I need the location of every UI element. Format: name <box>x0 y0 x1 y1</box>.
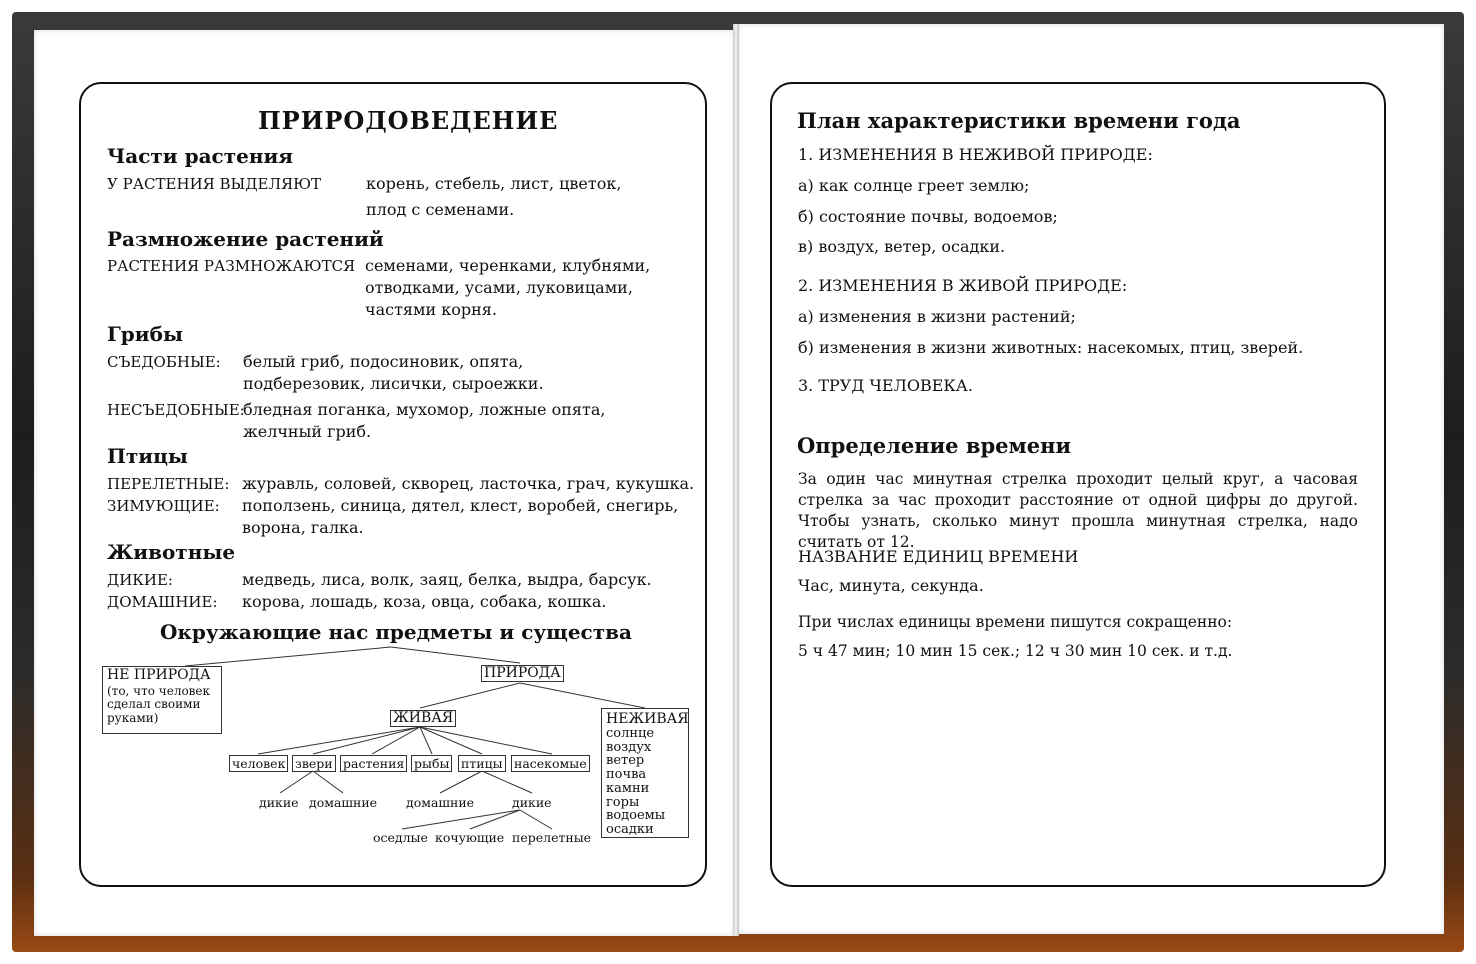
birds-child-leaf: домашние <box>406 795 475 810</box>
nonliving-item: водоемы <box>606 808 666 824</box>
connector-line <box>520 810 552 829</box>
domestic-value: корова, лошадь, коза, овца, собака, кошка. <box>242 592 607 611</box>
beasts-child-leaf: дикие <box>259 795 299 810</box>
season-plan-heading: План характеристики времени года <box>797 108 1241 133</box>
inedible-value: желчный гриб. <box>243 422 372 441</box>
nonliving-item: ветер <box>606 753 645 769</box>
wild-birds-leaf: кочующие <box>435 830 505 845</box>
connector-line <box>391 647 520 663</box>
plan-item: а) как солнце греет землю; <box>798 176 1030 195</box>
nonliving-item: солнце <box>606 726 655 741</box>
plan-item: б) изменения в жизни животных: насекомых, птиц, зверей. <box>798 338 1304 357</box>
migratory-value: журавль, соловей, скворец, ласточка, грач, кукушка. <box>242 474 695 493</box>
animals-heading: Животные <box>107 540 236 564</box>
nonliving-item: камни <box>606 780 650 796</box>
connector-line <box>420 683 520 708</box>
diagram-heading: Окружающие нас предметы и существа <box>160 620 632 644</box>
domestic-label: ДОМАШНИЕ: <box>107 593 218 611</box>
living-node: ЖИВАЯ <box>390 710 456 727</box>
page-title: ПРИРОДОВЕДЕНИЕ <box>258 106 559 135</box>
time-units: Час, минута, секунда. <box>798 576 984 595</box>
plant-parts-label: У РАСТЕНИЯ ВЫДЕЛЯЮТ <box>107 175 321 193</box>
nonliving-title: НЕЖИВАЯ <box>606 711 689 727</box>
connector-line <box>420 727 552 754</box>
time-units-heading: НАЗВАНИЕ ЕДИНИЦ ВРЕМЕНИ <box>798 547 1079 566</box>
edible-value: подберезовик, лисички, сыроежки. <box>243 374 544 393</box>
connector-line <box>482 771 532 793</box>
connector-line <box>280 771 313 793</box>
plan-item: в) воздух, ветер, осадки. <box>798 237 1006 256</box>
connector-line <box>520 683 645 708</box>
plan-section-1: 1. ИЗМЕНЕНИЯ В НЕЖИВОЙ ПРИРОДЕ: <box>798 145 1153 164</box>
inedible-value: бледная поганка, мухомор, ложные опята, <box>243 400 606 419</box>
mushrooms-heading: Грибы <box>107 322 184 346</box>
nonliving-item: воздух <box>606 739 652 755</box>
connector-line <box>470 810 520 829</box>
wintering-value: поползень, синица, дятел, клест, воробей, снегирь, <box>242 496 679 515</box>
connector-line <box>313 771 343 793</box>
living-child-node: птицы <box>458 755 506 772</box>
reproduction-value: отводками, усами, луковицами, <box>365 278 633 297</box>
migratory-label: ПЕРЕЛЕТНЫЕ: <box>107 475 230 493</box>
wild-birds-leaf: оседлые <box>373 830 428 845</box>
beasts-child-leaf: домашние <box>309 795 378 810</box>
connector-line <box>313 727 420 754</box>
reproduction-heading: Размножение растений <box>107 227 384 251</box>
plan-item: а) изменения в жизни растений; <box>798 307 1076 326</box>
living-child-node: человек <box>229 755 288 772</box>
birds-heading: Птицы <box>107 444 188 468</box>
plan-section-3: 3. ТРУД ЧЕЛОВЕКА. <box>798 376 973 395</box>
reproduction-label: РАСТЕНИЯ РАЗМНОЖАЮТСЯ <box>107 257 356 275</box>
nature-node: ПРИРОДА <box>481 665 564 682</box>
connector-line <box>185 647 391 666</box>
wild-label: ДИКИЕ: <box>107 571 173 589</box>
reproduction-value: семенами, черенками, клубнями, <box>365 256 651 275</box>
birds-child-leaf: дикие <box>512 795 552 810</box>
connector-line <box>440 771 482 793</box>
wild-value: медведь, лиса, волк, заяц, белка, выдра, барсук. <box>242 570 652 589</box>
abbreviation-note: При числах единицы времени пишутся сокращенно: <box>798 613 1233 631</box>
not-nature-note: (то, что человек сделал своими руками) <box>107 683 211 725</box>
reproduction-value: частями корня. <box>365 300 497 319</box>
edible-label: СЪЕДОБНЫЕ: <box>107 353 221 371</box>
time-examples: 5 ч 47 мин; 10 мин 15 сек.; 12 ч 30 мин 10 сек. и т.д. <box>798 642 1233 660</box>
connector-line <box>402 810 520 829</box>
plant-parts-value: корень, стебель, лист, цветок, <box>366 174 622 193</box>
living-child-node: рыбы <box>411 755 452 772</box>
time-paragraph: За один час минутная стрелка проходит целый круг, а часовая стрелка за час проходит расстояние от одной цифры до другой. Чтобы узнать, сколько минут прошла минутная стрелка, надо считать от 12. <box>798 470 1358 551</box>
plan-section-2: 2. ИЗМЕНЕНИЯ В ЖИВОЙ ПРИРОДЕ: <box>798 276 1128 295</box>
edible-value: белый гриб, подосиновик, опята, <box>243 352 524 371</box>
plant-parts-heading: Части растения <box>107 144 294 168</box>
inedible-label: НЕСЪЕДОБНЫЕ: <box>107 401 245 419</box>
wintering-value: ворона, галка. <box>242 518 364 537</box>
wild-birds-leaf: перелетные <box>512 830 592 845</box>
living-child-node: растения <box>340 755 407 772</box>
nonliving-box <box>601 708 689 838</box>
not-nature-title: НЕ ПРИРОДА <box>107 667 211 683</box>
connector-line <box>420 727 482 754</box>
living-child-node: насекомые <box>511 755 590 772</box>
plant-parts-value: плод с семенами. <box>366 200 515 219</box>
nonliving-item: почва <box>606 767 647 783</box>
nonliving-item: горы <box>606 794 640 810</box>
wintering-label: ЗИМУЮЩИЕ: <box>107 497 220 515</box>
not-nature-box <box>102 666 222 734</box>
plan-item: б) состояние почвы, водоемов; <box>798 207 1058 226</box>
nonliving-item: осадки <box>606 821 654 837</box>
time-heading: Определение времени <box>797 433 1072 458</box>
living-child-node: звери <box>292 755 336 772</box>
